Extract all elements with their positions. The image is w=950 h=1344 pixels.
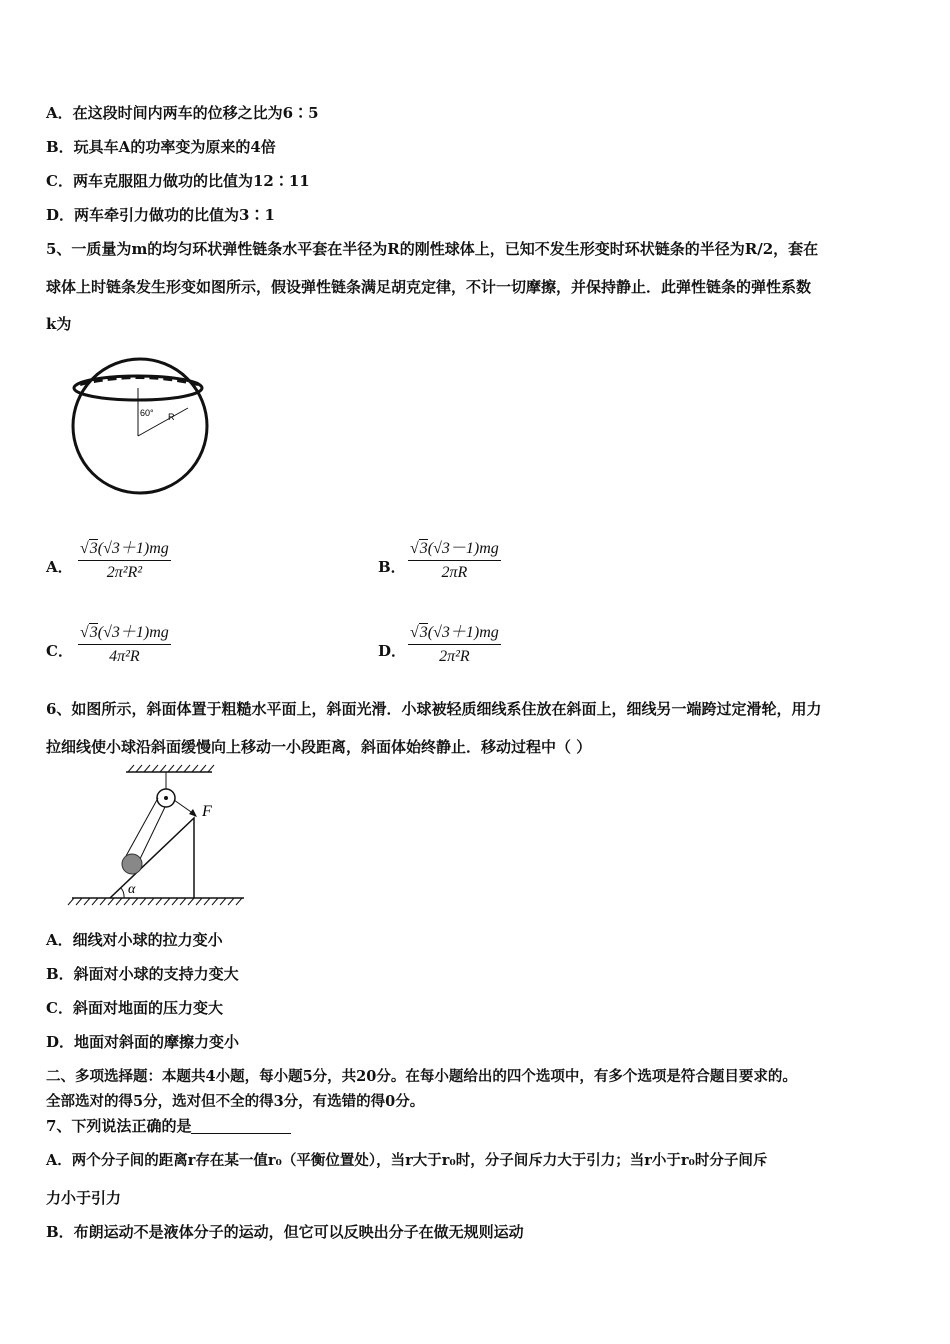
incline — [110, 818, 194, 898]
q6-stem-line2: 拉细线使小球沿斜面缓慢向上移动一小段距离，斜面体始终静止．移动过程中（ ） — [46, 738, 592, 756]
rope-to-ball-right — [139, 807, 165, 861]
q7-option-a-line1: A．两个分子间的距离r存在某一值r₀（平衡位置处），当r大于r₀时，分子间斥力大于引力；当r小于r₀时分子间斥 — [46, 1152, 768, 1169]
force-arrowhead — [189, 809, 197, 817]
incline-figure — [66, 762, 250, 912]
answer-blank — [191, 1117, 291, 1134]
ceiling-hatch — [128, 765, 214, 772]
radicand: 3 — [419, 540, 428, 557]
q5-option-a-label: A． — [46, 558, 73, 576]
angle-arc — [121, 888, 124, 898]
q4-option-c: C．两车克服阻力做功的比值为12∶11 — [46, 172, 310, 190]
q7-option-a-line2: 力小于引力 — [46, 1189, 122, 1207]
section2-line1: 二、多项选择题：本题共4小题，每小题5分，共20分。在每小题给出的四个选项中，有多个选项是符合题目要求的。 — [46, 1068, 797, 1085]
q6-option-d: D．地面对斜面的摩擦力变小 — [46, 1033, 240, 1051]
radicand: 3 — [419, 624, 428, 641]
q5-option-d-label: D． — [378, 642, 407, 660]
q5-option-b-label: B． — [378, 558, 406, 576]
radius-label: R — [168, 412, 175, 422]
q6-stem-line1: 6、如图所示，斜面体置于粗糙水平面上，斜面光滑．小球被轻质细线系住放在斜面上，细线另一端跨过定滑轮，用力 — [46, 700, 822, 718]
ball — [122, 854, 142, 874]
q5-option-c-label: C． — [46, 642, 73, 660]
ground-hatch — [68, 898, 242, 905]
q4-option-b: B．玩具车A的功率变为原来的4倍 — [46, 138, 276, 156]
q5-option-b-formula: $\frac{√3(√3-1)mg}{2\pi R}$ — [408, 535, 501, 582]
angle-label: 60° — [140, 408, 154, 418]
q5-option-c-formula: $\frac{√3(√3+1)mg}{\text{4π²R}}$ — [78, 619, 171, 666]
q5-stem-line2: 球体上时链条发生形变如图所示，假设弹性链条满足胡克定律，不计一切摩擦，并保持静止．此弹性链条的弹性系数 — [46, 278, 812, 296]
q4-option-d: D．两车牵引力做功的比值为3∶1 — [46, 206, 275, 224]
q5-stem-line3: k为 — [46, 315, 72, 333]
q6-option-a: A．细线对小球的拉力变小 — [46, 931, 223, 949]
rope-to-ball-left — [126, 798, 158, 856]
q6-option-c: C．斜面对地面的压力变大 — [46, 999, 223, 1017]
sphere-figure — [66, 348, 216, 500]
denominator: 4π²R — [109, 648, 140, 665]
section2-line2: 全部选对的得5分，选对但不全的得3分，有选错的得0分。 — [46, 1093, 425, 1110]
denominator: 2πR — [441, 564, 468, 581]
radicand: 3 — [89, 624, 98, 641]
denominator: 2π²R — [439, 648, 470, 665]
q5-stem-line1: 5、一质量为m的均匀环状弹性链条水平套在半径为R的刚性球体上，已知不发生形变时环状链条的半径为R/2，套在 — [46, 240, 819, 258]
numerator-rest: (√3＋1)mg — [427, 624, 499, 641]
q4-option-a: A．在这段时间内两车的位移之比为6∶5 — [46, 104, 319, 122]
q7-stem — [46, 1116, 291, 1136]
q5-option-a-formula: $\frac{√3(√3+1)mg}{\text{2π²R²}}$ — [78, 535, 171, 582]
q5-option-d-formula: $\frac{√3(√3+1)mg}{\text{2π²R}}$ — [408, 619, 501, 666]
q7-option-b: B．布朗运动不是液体分子的运动，但它可以反映出分子在做无规则运动 — [46, 1223, 524, 1241]
force-label: F — [202, 803, 212, 820]
numerator-rest: (√3＋1)mg — [97, 540, 169, 557]
q7-stem-text: 7、下列说法正确的是 — [46, 1117, 192, 1135]
radicand: 3 — [89, 540, 98, 557]
angle-label: α — [128, 882, 136, 897]
pulley-axle — [164, 796, 168, 800]
q6-option-b: B．斜面对小球的支持力变大 — [46, 965, 239, 983]
numerator-rest: (√3－1)mg — [427, 540, 499, 557]
denominator: 2π²R² — [106, 564, 143, 581]
numerator-rest: (√3＋1)mg — [97, 624, 169, 641]
